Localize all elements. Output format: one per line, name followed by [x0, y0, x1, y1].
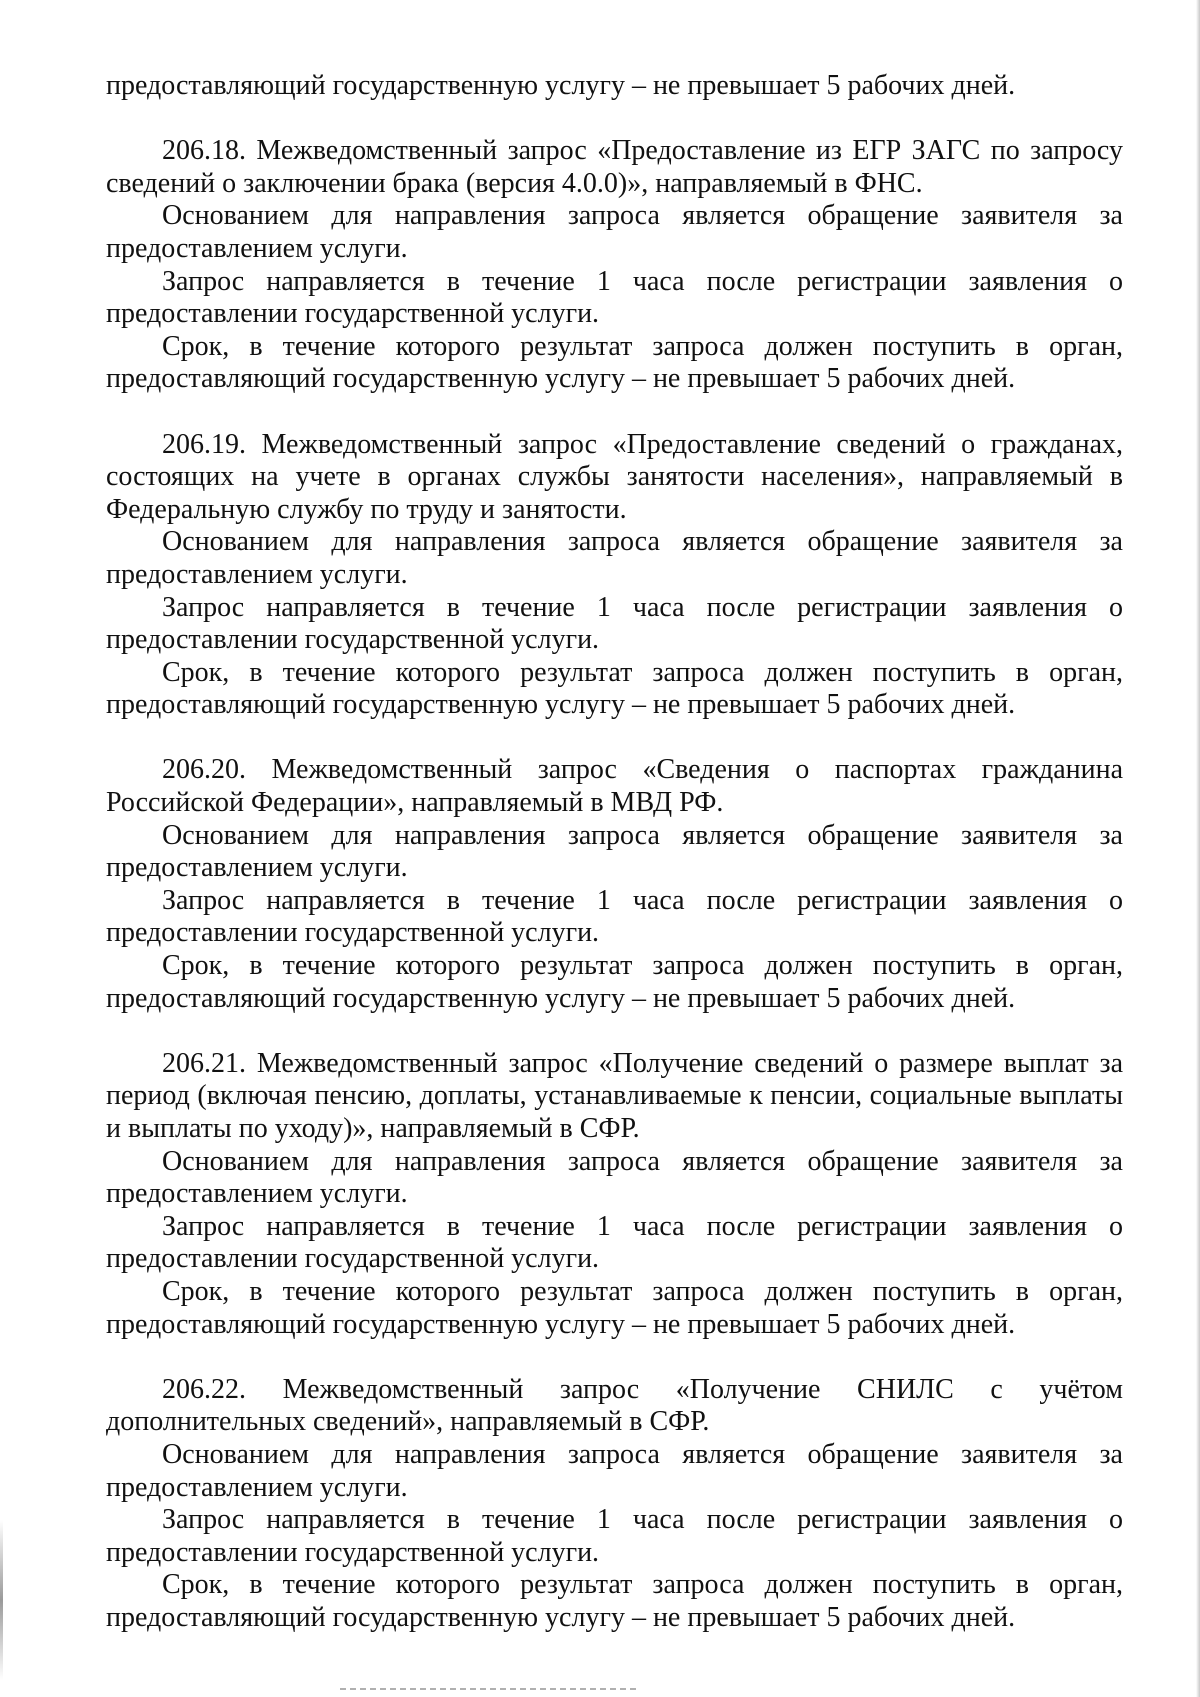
section-deadline: Срок, в течение которого результат запроса должен поступить в орган, предоставляющий государственную услугу – не превышает 5 рабочих дней.	[106, 330, 1123, 395]
section-basis: Основанием для направления запроса является обращение заявителя за предоставлением услуги.	[106, 200, 1123, 264]
section-deadline: Срок, в течение которого результат запроса должен поступить в орган, предоставляющий государственную услугу – не превышает 5 рабочих дней.	[106, 1569, 1123, 1633]
continuation-line: предоставляющий государственную услугу – не превышает 5 рабочих дней.	[106, 70, 1016, 101]
document-body	[106, 70, 1123, 1635]
section-heading: 206.19. Межведомственный запрос «Предоставление сведений о гражданах, состоящих на учете в органах службы занятости населения», направляемый в Федеральную службу по труду и занятости.	[106, 428, 1123, 525]
section-deadline: Срок, в течение которого результат запроса должен поступить в орган, предоставляющий государственную услугу – не превышает 5 рабочих дней.	[106, 950, 1123, 1014]
section-heading: 206.22. Межведомственный запрос «Получение СНИЛС с учётом дополнительных сведений», направляемый в СФР.	[106, 1373, 1123, 1438]
section-206-20	[106, 754, 1123, 1015]
section-206-18	[106, 135, 1123, 396]
section-basis: Основанием для направления запроса является обращение заявителя за предоставлением услуги.	[106, 526, 1123, 590]
section-timing: Запрос направляется в течение 1 часа после регистрации заявления о предоставлении государственной услуги.	[106, 1210, 1123, 1275]
section-timing: Запрос направляется в течение 1 часа после регистрации заявления о предоставлении государственной услуги.	[106, 884, 1123, 949]
section-basis: Основанием для направления запроса является обращение заявителя за предоставлением услуги.	[106, 819, 1123, 884]
section-deadline: Срок, в течение которого результат запроса должен поступить в орган, предоставляющий государственную услугу – не превышает 5 рабочих дней.	[106, 656, 1123, 721]
section-heading: 206.20. Межведомственный запрос «Сведения о паспортах гражданина Российской Федерации», направляемый в МВД РФ.	[106, 754, 1123, 819]
section-206-21	[106, 1048, 1123, 1341]
section-heading: 206.21. Межведомственный запрос «Получение сведений о размере выплат за период (включая пенсию, доплаты, устанавливаемые к пенсии, социальные выплаты и выплаты по уходу)», направляемый в СФР.	[106, 1047, 1123, 1144]
section-basis: Основанием для направления запроса является обращение заявителя за предоставлением услуги.	[106, 1145, 1123, 1210]
section-206-19	[106, 429, 1123, 722]
section-timing: Запрос направляется в течение 1 часа после регистрации заявления о предоставлении государственной услуги.	[106, 265, 1123, 330]
section-heading: 206.18. Межведомственный запрос «Предоставление из ЕГР ЗАГС по запросу сведений о заключении брака (версия 4.0.0)», направляемый в ФНС.	[106, 135, 1123, 199]
scan-left-mark	[0, 1520, 3, 1680]
scan-edge-shadow	[1196, 0, 1200, 1697]
section-timing: Запрос направляется в течение 1 часа после регистрации заявления о предоставлении государственной услуги.	[106, 1504, 1123, 1568]
section-deadline: Срок, в течение которого результат запроса должен поступить в орган, предоставляющий государственную услугу – не превышает 5 рабочих дней.	[106, 1275, 1123, 1340]
section-206-22	[106, 1374, 1123, 1635]
section-timing: Запрос направляется в течение 1 часа после регистрации заявления о предоставлении государственной услуги.	[106, 591, 1123, 656]
section-basis: Основанием для направления запроса является обращение заявителя за предоставлением услуги.	[106, 1438, 1123, 1503]
scan-bottom-mark	[340, 1688, 640, 1690]
